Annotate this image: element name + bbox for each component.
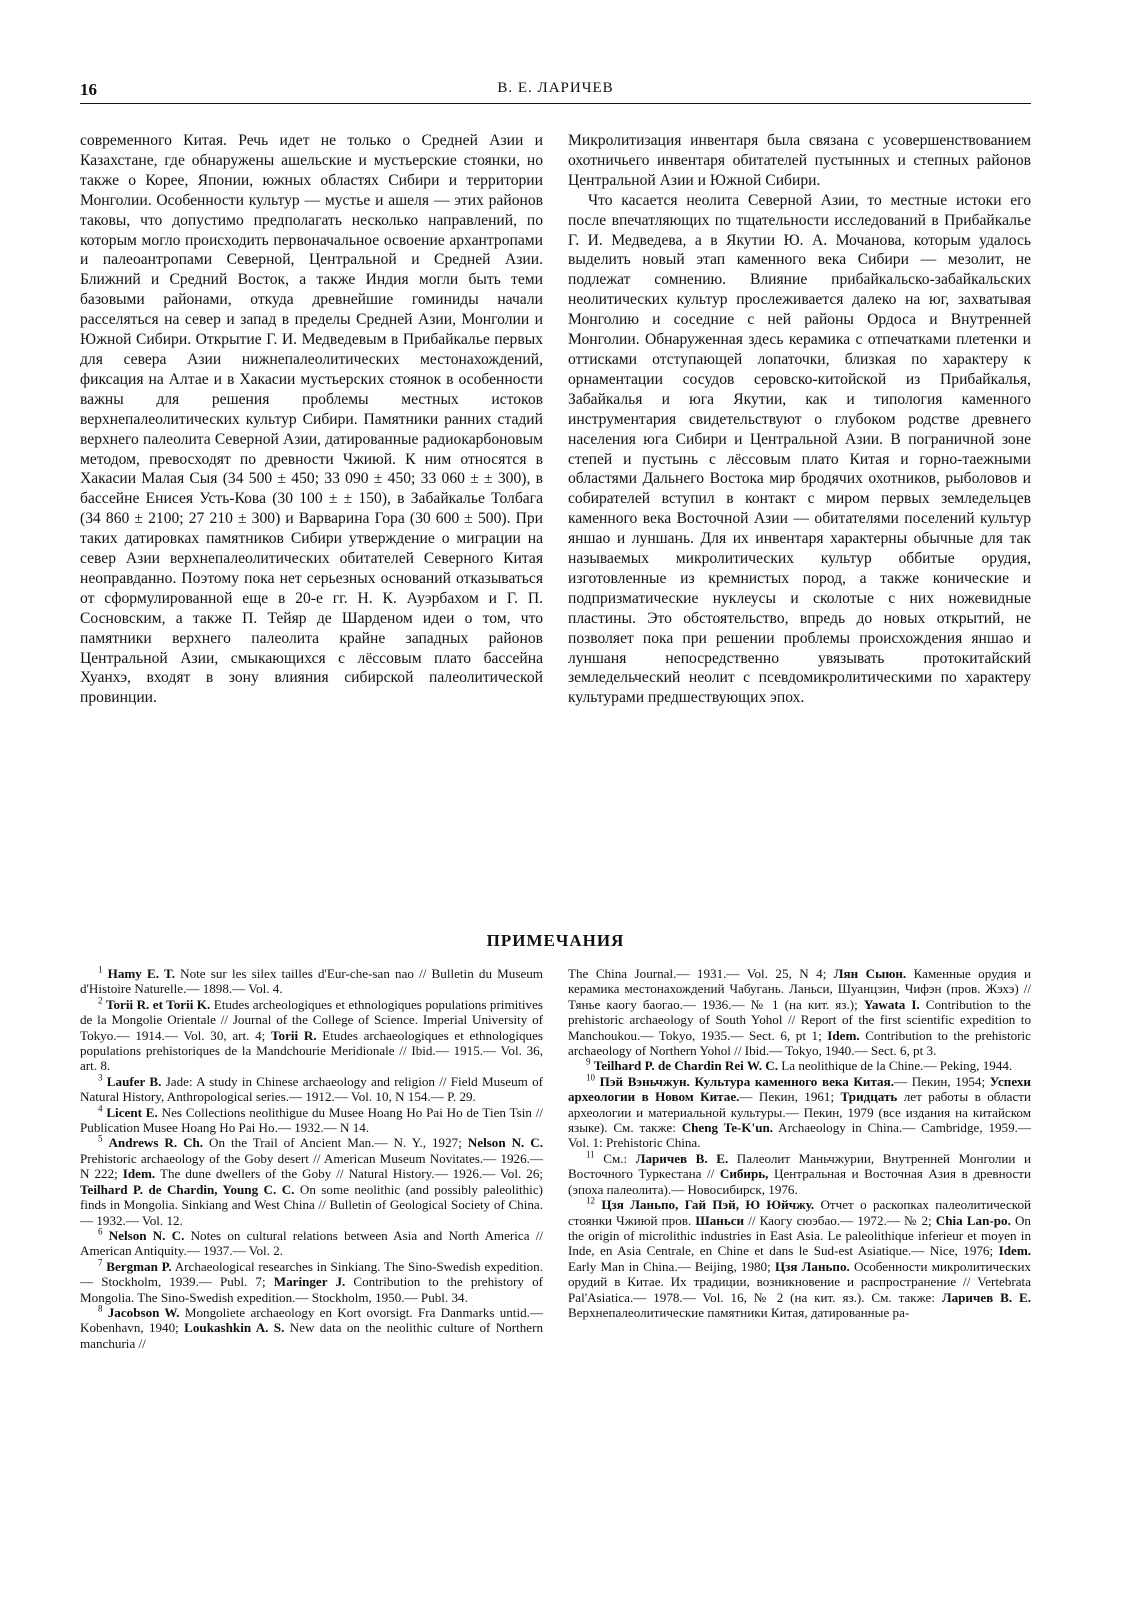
footnote-author: Успехи археологии в Новом Китае. [568, 1073, 1031, 1105]
footnote-text: The China Journal.— 1931.— Vol. 25, N 4; [568, 966, 834, 981]
footnote-text: Nes Collections neolithigue du Musee Hoang Ho Pai Ho de Tien Tsin // Publication Musee Hoang Ho Pai Ho.— 1932.— N 14. [80, 1104, 544, 1136]
footnote [568, 1151, 1031, 1197]
footnote-text: Archaeological researches in Sinkiang. The Sino-Swedish expedition.— Stockholm, 1939.— Publ. 7; [80, 1258, 543, 1290]
footnote-author: Laufer B. [106, 1073, 162, 1089]
footnote-text: Contribution to the prehistoric archaeology of Northern Yohol // Ibid.— Tokyo, 1940.— Sect. 6, pt 3. [568, 1027, 1031, 1059]
body-column-left [80, 131, 543, 931]
footnote-author: Maringer J. [273, 1274, 346, 1290]
footnote-text: Центральная и Восточная Азия в древности (эпоха палеолита).— Новосибирск, 1976. [568, 1166, 1031, 1197]
footnote-author: Andrews R. Ch. [108, 1135, 204, 1151]
footnote-text: — Пекин, 1961; [739, 1089, 841, 1105]
footnote-author: Jacobson W. [107, 1304, 180, 1320]
header-rule [80, 103, 1031, 104]
body-column-right [568, 131, 1031, 931]
footnote [80, 1105, 543, 1136]
footnote-text: Особенности микролитических орудий в Китае. Их традиции, возникновение и распространение // Vertebrata Pal'Asiatica.— 1978.— Vol. 16, № 2 (на кит. яз.). См. также: [568, 1258, 1032, 1305]
notes-column-right [568, 966, 1031, 1576]
footnote-text: On the origin of microlithic industries in East Asia. Le paleolithique inferieur et moyen in Inde, en Asia Centrale, en Chine et dans le Sud-est Asiatique.— Nice, 1976; [568, 1212, 1031, 1259]
footnote-text: On the Trail of Ancient Man.— N. Y., 1927; [203, 1135, 468, 1151]
body-paragraph: Что касается неолита Северной Азии, то местные истоки его после впечатляющих по тщательности исследований в Прибайкалье Г. И. Медведева, а в Якутии Ю. А. Мочанова, которым удалось выделить новый этап каменного века Сибири — мезолит, не подлежат сомнению. Влияние прибайкальско-забайкальских неолитических культур прослеживается далеко на юг, захватывая Монголию и соседние с ней районы Ордоса и Внутренней Монголии. Обнаруженная здесь керамика с отпечатками плетенки и оттисками отступающей лопаточки, близкая по характеру к орнаментации сосудов серовско-китойской из Прибайкалья, Забайкалья и юга Якутии, как и типология каменного инструментария свидетельствуют о глубоком родстве древнего населения юга Сибири и Центральной Азии. В пограничной зоне степей и пустынь с лёссовым плато Китая и горно-таежными областями Дальнего Востока мир бродячих охотников, рыболовов и собирателей вступил в контакт с миром первых земледельцев каменного века Восточной Азии — обитателями поселений культур яншао и луншань. Для их инвентаря характерны обычные для так называемых микролитических культур оббитые орудия, изготовленные из кремнистых пород, а также конические и подпризматические нуклеусы и сколотые с них ножевидные пластины. Это обстоятельство, впредь до новых открытий, не позволяет пока при решении проблемы происхождения яншао и луншаня непосредственно увязывать протокитайский земледельческий неолит с псевдомикролитическими по характеру культурами предшествующих эпох. [568, 191, 1031, 707]
notes-column-left [80, 966, 543, 1576]
footnote-number: 5 [98, 1134, 103, 1145]
footnote-author: Chia Lan-po. [935, 1212, 1011, 1228]
footnote-number: 4 [98, 1103, 103, 1114]
footnote-author: Licent E. [106, 1104, 158, 1120]
footnote-author: Teilhard P. de Chardin, Young C. C. [80, 1181, 295, 1197]
footnote-author: Ларичев В. Е. [635, 1150, 729, 1166]
footnote-text: См.: [603, 1150, 636, 1166]
footnote-author: Teilhard P. de Chardin Rei W. C. [593, 1058, 778, 1074]
footnote-author: Torii R. et Torii K. [105, 996, 211, 1012]
footnote-text: Каменные орудия и керамика местонахождений Чабугань. Ланьси, Шуанцзин, Чифэн (пров. Жэхэ) // Тянье каогу баогао.— 1936.— № 1 (на кит. яз.); [568, 966, 1031, 1012]
footnote-author: Цзя Ланьпо, Гай Пэй, Ю Юйчжу. [601, 1197, 815, 1213]
footnote-author: Hamy E. T. [107, 966, 175, 981]
footnote-text: Jade: A study in Chinese archaeology and religion // Field Museum of Natural History, Anthropological series.— 1912.— Vol. 10, N 154.— P. 29. [80, 1073, 544, 1105]
footnote-number: 6 [98, 1226, 103, 1237]
footnote-author: Idem. [827, 1027, 860, 1043]
footnote-author: Шаньси [695, 1212, 745, 1228]
footnote-text: Note sur les silex tailles d'Eur-che-san nao // Bulletin du Museum d'Histoire Naturelle.— 1898.— Vol. 4. [80, 966, 543, 997]
footnote-author: Цзя Ланьпо. [774, 1258, 850, 1274]
footnote [568, 1058, 1031, 1073]
footnote [80, 1228, 543, 1259]
footnote-author: Лян Сыюн. [833, 966, 907, 981]
footnote [568, 1074, 1031, 1151]
footnote-text: New data on the neolithic culture of Northern manchuria // [80, 1320, 543, 1351]
footnote-text: Палеолит Маньчжурии, Внутренней Монголии и Восточного Туркестана // [568, 1150, 1031, 1182]
footnote [80, 1305, 543, 1351]
footnote [80, 997, 543, 1074]
footnote-number: 7 [98, 1257, 103, 1268]
footnote-author: Тридцать [840, 1089, 898, 1105]
body-paragraph: Микролитизация инвентаря была связана с усовершенствованием охотничьего инвентаря обитателей пустынных и степных районов Центральной Азии и Южной Сибири. [568, 132, 1031, 189]
page-number: 16 [80, 80, 97, 99]
footnote-text: On some neolithic (and possibly paleolithic) finds in Mongolia. Sinkiang and West China // Bulletin of Geological Society of China.— 1932.— Vol. 12. [80, 1181, 543, 1228]
footnote-author: Yawata I. [863, 996, 920, 1012]
running-title: В. Е. ЛАРИЧЕВ [497, 80, 614, 96]
footnote-number: 8 [98, 1303, 103, 1314]
footnote-text: Mongoliete archaeology en Kort ovorsigt. Fra Danmarks untid.— Kobenhavn, 1940; [80, 1304, 543, 1336]
footnote-author: Torii R. [271, 1027, 317, 1043]
footnote [568, 966, 1031, 1058]
footnote-text: Notes on cultural relations between Asia and North America // American Antiquity.— 1937.— Vol. 2. [80, 1227, 544, 1259]
body-paragraph: современного Китая. Речь идет не только о Средней Азии и Казахстане, где обнаружены ашельские и мустьерские стоянки, но также о Корее, Японии, южных областях Сибири и территории Монголии. Особенности культур — мустье и ашеля — этих районов таковы, что допустимо предполагать несколько направлений, по которым могло происходить первоначальное освоение архантропами и палеоантропами Северной, Центральной и Средней Азии. Ближний и Средний Восток, а также Индия могли быть теми базовыми районами, откуда древнейшие гоминиды начали расселяться на север и запад в пределы Средней Азии, Монголии и Южной Сибири. Открытие Г. И. Медведевым в Прибайкалье первых для севера Азии нижнепалеолитических местонахождений, фиксация на Алтае и в Хакасии мустьерских стоянок в особенности важны для решения проблемы местных истоков верхнепалеолитических культур Сибири. Памятники ранних стадий верхнего палеолита Северной Азии, датированные радиокарбоновым методом, превосходят по древности Чжиюй. К ним относятся в Хакасии Малая Сыя (34 500 ± 450; 33 090 ± 450; 33 060 ± ± 300), в бассейне Енисея Усть-Кова (30 100 ± ± 150), в Забайкалье Толбага (34 860 ± 2100; 27 210 ± 300) и Варварина Гора (30 600 ± 500). При таких датировках памятников Сибири утверждение о миграции на север Азии верхнепалеолитических обитателей Северного Китая неоправданно. Поэтому пока нет серьезных оснований отказываться от сформулированной еще в 20-е гг. Н. К. Ауэрбахом и Г. П. Сосновским, а также П. Тейяр де Шарденом идеи о том, что памятники верхнего палеолита крайне западных районов Центральной Азии, смыкающихся с лёссовым плато бассейна Хуанхэ, входят в зону влияния сибирской палеолитической провинции. [80, 132, 543, 707]
footnote-author: Ларичев В. Е. [941, 1289, 1031, 1305]
footnote-text: Prehistoric archaeology of the Goby desert // American Museum Novitates.— 1926.— N 222; [80, 1150, 543, 1182]
footnote-text: Early Man in China.— Beijing, 1980; [568, 1258, 775, 1274]
footnote-text: Etudes archeologiques et ethnologiques populations primitives de la Mongolie Orientale // Journal of the College of Science. Imperial University of Tokyo.— 1914.— Vol. 30, art. 4; [80, 996, 543, 1043]
footnote [80, 1259, 543, 1305]
footnote-author: Loukashkin A. S. [184, 1320, 285, 1336]
footnote-text: Archaeology in China.— Cambridge, 1959.— Vol. 1: Prehistoric China. [568, 1120, 1032, 1151]
footnote-number: 2 [98, 995, 103, 1006]
notes-title: ПРИМЕЧАНИЯ [486, 931, 625, 950]
footnote-author: Idem. [998, 1243, 1031, 1259]
footnote-text: La neolithique de la Chine.— Peking, 1944. [778, 1058, 1013, 1074]
footnote-author: Сибирь, [719, 1166, 769, 1182]
footnote-author: Idem. [122, 1166, 156, 1182]
footnote-text: Etudes archaeologiques et ethnologiques populations prehistoriques de la Mandchourie Meridionale // Ibid.— 1915.— Vol. 36, art. 8. [80, 1027, 543, 1074]
footnote-text: Contribution to the prehistoric archaeology of South Yohol // Report of the first scientific expedition to Manchoukou.— Tokyo, 1935.— Sect. 6, pt 1; [568, 996, 1031, 1043]
footnote [80, 1135, 543, 1227]
footnote [80, 966, 543, 997]
footnote-text: — Пекин, 1954; [893, 1073, 990, 1089]
footnote-author: Пэй Вэньчжун. [599, 1073, 690, 1089]
footnote-author: Bergman P. [106, 1258, 172, 1274]
footnote [568, 1197, 1031, 1320]
footnote-number: 1 [98, 964, 103, 975]
footnote-number: 12 [586, 1195, 595, 1206]
footnote-author: Культура каменного века Китая. [694, 1073, 894, 1089]
footnote-number: 10 [586, 1072, 595, 1083]
footnote [80, 1074, 543, 1105]
page-header [80, 80, 1031, 106]
footnote-author: Cheng Te-K'un. [681, 1120, 774, 1136]
footnote-author: Nelson N. C. [467, 1135, 543, 1151]
footnote-text: Отчет о раскопках палеолитической стоянки Чжиюй пров. [568, 1197, 1032, 1228]
footnote-text: Contribution to the prehistory of Mongolia. The Sino-Swedish expedition.— Stockholm, 1950.— Publ. 34. [80, 1274, 543, 1305]
footnote-author: Nelson N. C. [108, 1227, 185, 1243]
footnote-number: 3 [98, 1072, 103, 1083]
footnote-number: 9 [586, 1057, 591, 1068]
footnote-text: The dune dwellers of the Goby // Natural History.— 1926.— Vol. 26; [155, 1166, 544, 1182]
footnote-text: // Каогу сюэбао.— 1972.— № 2; [744, 1212, 936, 1228]
footnote-text: Верхнепалеолитические памятники Китая, датированные ра- [568, 1304, 910, 1320]
footnote-number: 11 [586, 1149, 595, 1160]
footnote-text: лет работы в области археологии и материальной культуры.— Пекин, 1979 (все издания на китайском языке). См. также: [568, 1089, 1032, 1136]
